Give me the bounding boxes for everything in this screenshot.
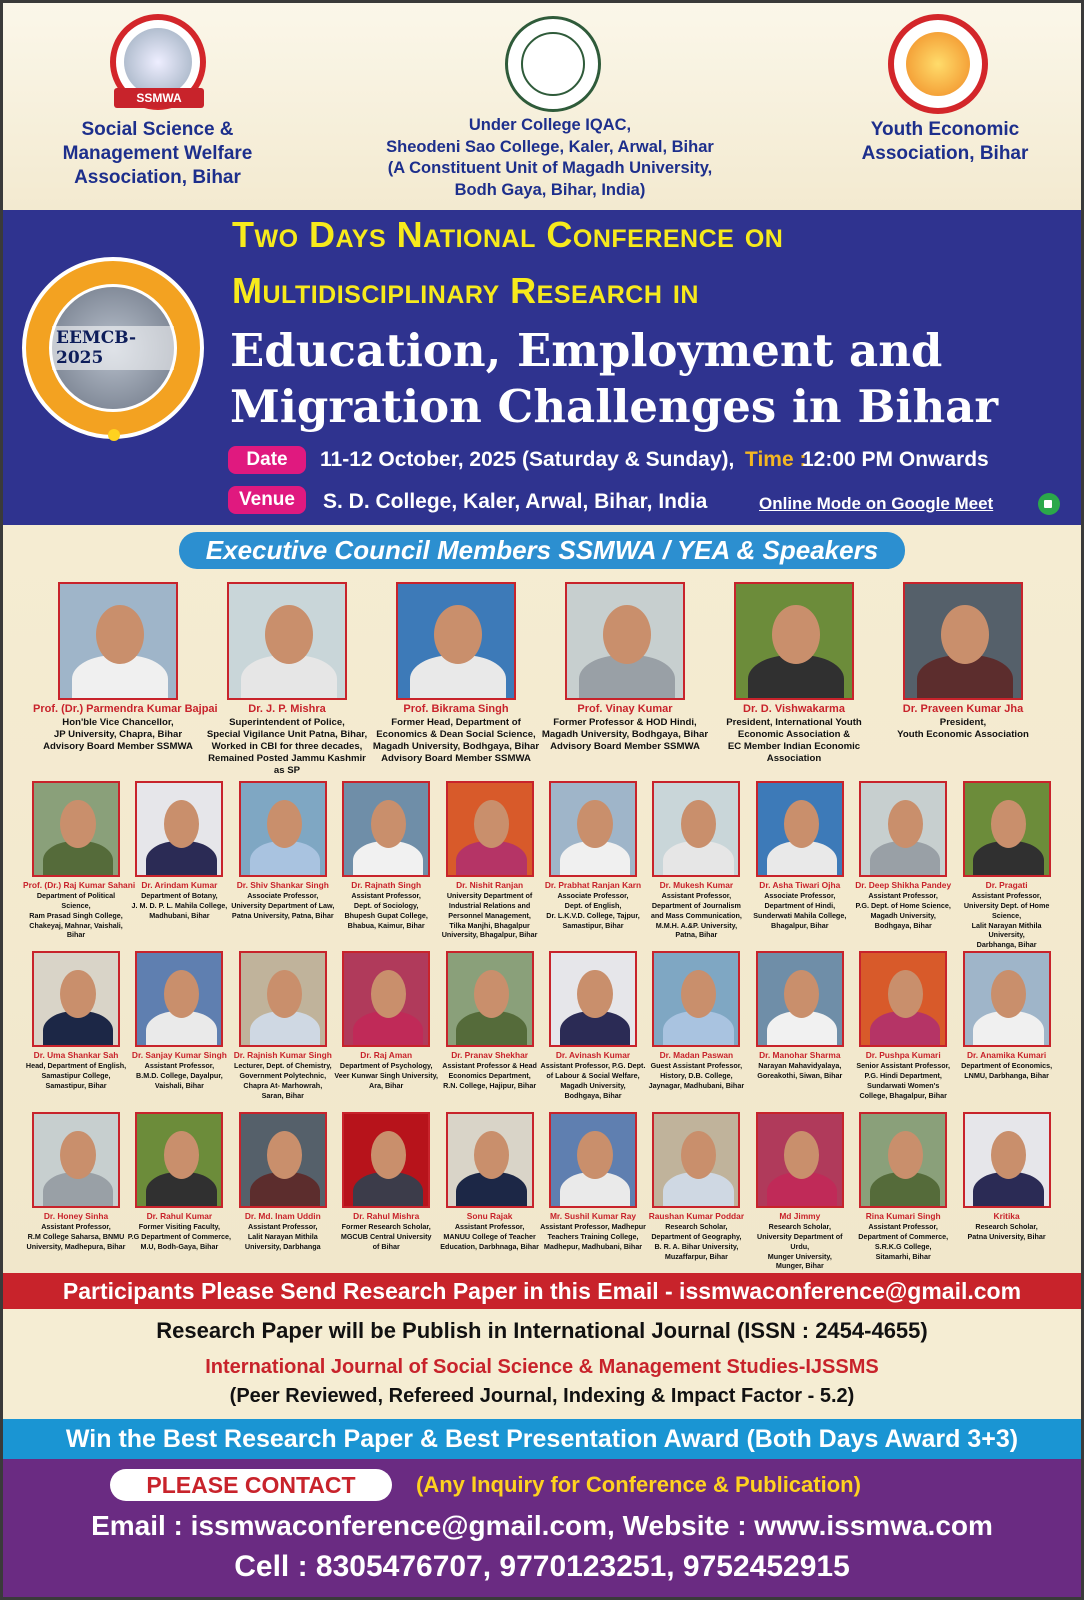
member-designation: Assistant Professor, Department of Commerce, S.R.K.G College, Sitamarhi, Bihar (858, 1222, 949, 1261)
member-name: Dr. Deep Shikha Pandey (855, 880, 952, 890)
member-designation: Former Visiting Faculty, P.G Department of Commerce, M.U, Bodh-Gaya, Bihar (127, 1222, 232, 1251)
member-designation: Senior Assistant Professor, P.G. Hindi Department, Sundarwati Women's College, Bhagalpur, Bihar (856, 1061, 950, 1100)
member-photo (756, 951, 844, 1047)
member-name: Prof. (Dr.) Parmendra Kumar Bajpai (33, 703, 218, 715)
member-name: Sonu Rajak (466, 1211, 513, 1221)
member-name: Dr. Shiv Shankar Singh (236, 880, 329, 890)
member-name: Dr. Rajnath Singh (351, 880, 422, 890)
member-designation: Department of Political Science, Ram Prasad Singh College, Chakeyaj, Mahnar, Vaishali, Bihar (29, 891, 123, 940)
member-photo (239, 1112, 327, 1208)
member-designation: Assistant Professor, P.G. Dept. of Labour & Social Welfare, Magadh University, Bodhgaya, Bihar (540, 1061, 646, 1100)
member-designation: President, International Youth Economic Association & EC Member Indian Economic Association (726, 717, 862, 765)
member-name: Dr. Pragati (985, 880, 1028, 890)
member-designation: Assistant Professor, Department of Journalism and Mass Communication, M.M.H. A.&P. University, Patna, Bihar (650, 891, 742, 940)
google-meet-icon (1038, 493, 1060, 515)
publication-line-1: Research Paper will be Publish in International Journal (ISSN : 2454-4655) (156, 1318, 928, 1343)
member-photo (342, 781, 430, 877)
member-designation: Assistant Professor, University Dept. of Home Science, Lalit Narayan Mithila University, Darbhanga, Bihar (963, 891, 1050, 949)
member-name: Dr. Rahul Mishra (353, 1211, 420, 1221)
member-photo (756, 1112, 844, 1208)
inquiry-text: (Any Inquiry for Conference & Publication) (416, 1472, 861, 1497)
member-name: Dr. Rahul Kumar (146, 1211, 213, 1221)
date-label: Date (228, 446, 306, 474)
member-designation: Assistant Professor, P.G. Dept. of Home Science, Magadh University, Bodhgaya, Bihar (855, 891, 951, 930)
member-photo (32, 1112, 120, 1208)
section-title: Executive Council Members SSMWA / YEA & Speakers (179, 532, 905, 569)
member-photo (342, 1112, 430, 1208)
member-designation: Assistant Professor, Dept. of Sociology, Bhupesh Gupat College, Bhabua, Kaimur, Bihar (344, 891, 428, 930)
member-designation: Assistant Professor, R.M College Saharsa, BNMU University, Madhepura, Bihar (26, 1222, 126, 1251)
award-banner: Win the Best Research Paper & Best Presentation Award (Both Days Award 3+3) (0, 1419, 1084, 1459)
member-photo (239, 951, 327, 1047)
member-name: Dr. Prabhat Ranjan Karn (544, 880, 642, 890)
member-photo (963, 951, 1051, 1047)
member-designation: University Department of Industrial Relations and Personnel Management, Tilka Manjhi, Bhagalpur University, Bhagalpur, Bihar (441, 891, 538, 940)
member-designation: Assistant Professor, MANUU College of Teacher Education, Darbhnaga, Bihar (440, 1222, 539, 1251)
member-designation: Department of Psychology, Veer Kunwar Singh University, Ara, Bihar (334, 1061, 439, 1090)
member-name: Rina Kumari Singh (865, 1211, 941, 1221)
member-name: Dr. Honey Sinha (43, 1211, 109, 1221)
left-org-name: Social Science & Management Welfare Association, Bihar (62, 119, 253, 188)
member-designation: Research Scholar, University Department of Urdu, Munger University, Munger, Bihar (757, 1222, 843, 1271)
member-photo (135, 1112, 223, 1208)
member-designation: Associate Professor, University Department of Law, Patna University, Patna, Bihar (231, 891, 335, 920)
cell-numbers[interactable]: Cell : 8305476707, 9770123251, 9752452915 (234, 1550, 850, 1583)
member-name: Dr. Arindam Kumar (141, 880, 218, 890)
member-name: Md Jimmy (779, 1211, 821, 1221)
member-name: Raushan Kumar Poddar (648, 1211, 745, 1221)
member-designation: Department of Botany, J. M. D. P. L. Mahila College, Madhubani, Bihar (131, 891, 228, 920)
title-line-1: Two Days National Conference on (232, 214, 784, 255)
member-name: Dr. Avinash Kumar (555, 1050, 631, 1060)
member-photo (549, 781, 637, 877)
member-name: Mr. Sushil Kumar Ray (549, 1211, 637, 1221)
title-line-4: Migration Challenges in Bihar (230, 380, 999, 433)
member-designation: Research Scholar, Department of Geography, B. R. A. Bihar University, Muzaffarpur, Bihar (651, 1222, 742, 1261)
member-name: Dr. Asha Tiwari Ojha (759, 880, 841, 890)
member-photo (652, 1112, 740, 1208)
venue-label: Venue (228, 486, 306, 514)
member-photo (446, 1112, 534, 1208)
member-name: Prof. (Dr.) Raj Kumar Sahani (23, 880, 136, 890)
member-name: Dr. Md. Inam Uddin (244, 1211, 321, 1221)
member-designation: Former Professor & HOD Hindi, Magadh University, Bodhgaya, Bihar Advisory Board Member SSMWA (541, 717, 709, 753)
member-designation: Former Research Scholar, MGCUB Central University of Bihar (340, 1222, 432, 1251)
member-name: Dr. Anamika Kumari (966, 1050, 1047, 1060)
member-name: Dr. Pushpa Kumari (865, 1050, 941, 1060)
contact-label: PLEASE CONTACT (110, 1469, 392, 1501)
conference-badge (22, 257, 204, 439)
member-designation: Assistant Professor, Lalit Narayan Mithila University, Darbhanga (244, 1222, 321, 1251)
member-designation: Assistant Professor & Head Economics Department, R.N. College, Hajipur, Bihar (442, 1061, 537, 1090)
member-photo (549, 1112, 637, 1208)
member-name: Dr. Pranav Shekhar (451, 1050, 528, 1060)
venue-value: S. D. College, Kaler, Arwal, Bihar, India (323, 490, 708, 513)
member-name: Dr. Sanjay Kumar Singh (131, 1050, 227, 1060)
member-designation: Former Head, Department of Economics & Dean Social Science, Magadh University, Bodhgaya, Bihar Advisory Board Member SSMWA (372, 717, 540, 765)
member-designation: Hon'ble Vice Chancellor, JP University, Chapra, Bihar Advisory Board Member SSMWA (43, 717, 193, 753)
member-name: Kritika (993, 1211, 1020, 1221)
member-designation: Assistant Professor, Madhepur Teachers Training College, Madhepur, Madhubani, Bihar (540, 1222, 646, 1251)
member-designation: Superintendent of Police, Special Vigilance Unit Patna, Bihar, Worked in CBI for three decades, Remained Posted Jammu Kashmir as SP (206, 717, 368, 777)
member-photo (342, 951, 430, 1047)
member-photo (903, 582, 1023, 700)
center-org-name: Under College IQAC, Sheodeni Sao College, Kaler, Arwal, Bihar (A Constituent Unit of Magadh University, Bodh Gaya, Bihar, India) (386, 116, 714, 199)
member-photo (32, 781, 120, 877)
member-designation: Lecturer, Dept. of Chemistry, Government Polytechnic, Chapra At- Marhowrah, Saran, Bihar (233, 1061, 332, 1100)
online-mode-link[interactable]: Online Mode on Google Meet (759, 494, 994, 513)
college-logo (505, 16, 601, 112)
member-photo (652, 781, 740, 877)
member-designation: Assistant Professor, B.M.D. College, Dayalpur, Vaishali, Bihar (136, 1061, 223, 1090)
member-photo (963, 781, 1051, 877)
member-photo (239, 781, 327, 877)
member-photo (58, 582, 178, 700)
member-photo (734, 582, 854, 700)
member-designation: Research Scholar, Patna University, Bihar (967, 1222, 1046, 1242)
member-photo (756, 781, 844, 877)
member-designation: President, Youth Economic Association (897, 717, 1029, 741)
ssmwa-logo-label: SSMWA (114, 88, 204, 108)
member-name: Dr. Nishit Ranjan (456, 880, 524, 890)
email-website[interactable]: Email : issmwaconference@gmail.com, Website : www.issmwa.com (91, 1510, 993, 1541)
member-photo (859, 1112, 947, 1208)
title-line-3: Education, Employment and (230, 324, 943, 377)
member-designation: Associate Professor, Dept. of English, Dr. L.K.V.D. College, Tajpur, Samastipur, Bihar (546, 891, 640, 930)
member-name: Dr. Praveen Kumar Jha (902, 703, 1024, 715)
member-name: Prof. Vinay Kumar (577, 703, 673, 715)
member-name: Dr. Uma Shankar Sah (33, 1050, 119, 1060)
member-name: Dr. Madan Paswan (659, 1050, 734, 1060)
time-label: Time : (745, 448, 807, 471)
title-line-2: Multidisciplinary Research in (232, 270, 699, 311)
member-name: Dr. J. P. Mishra (248, 703, 326, 715)
date-value: 11-12 October, 2025 (Saturday & Sunday), (320, 448, 735, 471)
member-designation: Head, Department of English, Samastipur College, Samastipur, Bihar (25, 1061, 127, 1090)
member-name: Dr. Raj Aman (360, 1050, 413, 1060)
member-photo (859, 781, 947, 877)
member-photo (446, 951, 534, 1047)
member-designation: Department of Economics, LNMU, Darbhanga, Bihar (961, 1061, 1053, 1081)
badge-code: EEMCB-2025 (52, 326, 174, 370)
member-name: Prof. Bikrama Singh (403, 703, 509, 715)
member-designation: Associate Professor, Department of Hindi, Sunderwati Mahila College, Bhagalpur, Bihar (753, 891, 847, 930)
member-name: Dr. Manohar Sharma (759, 1050, 841, 1060)
member-name: Dr. Rajnish Kumar Singh (233, 1050, 332, 1060)
member-name: Dr. D. Vishwakarma (743, 703, 845, 715)
email-banner: Participants Please Send Research Paper in this Email - issmwaconference@gmail.com (0, 1273, 1084, 1309)
journal-name: International Journal of Social Science & Management Studies-IJSSMS (205, 1356, 879, 1378)
journal-details: (Peer Reviewed, Refereed Journal, Indexing & Impact Factor - 5.2) (229, 1385, 855, 1407)
member-photo (549, 951, 637, 1047)
time-value: 12:00 PM Onwards (802, 448, 989, 471)
member-photo (963, 1112, 1051, 1208)
member-photo (652, 951, 740, 1047)
member-photo (227, 582, 347, 700)
member-photo (859, 951, 947, 1047)
member-photo (135, 781, 223, 877)
yea-logo (888, 14, 988, 114)
member-photo (446, 781, 534, 877)
member-photo (135, 951, 223, 1047)
member-photo (565, 582, 685, 700)
right-org-name: Youth Economic Association, Bihar (861, 119, 1029, 164)
member-designation: Narayan Mahavidyalaya, Goreakothi, Siwan, Bihar (757, 1061, 843, 1081)
member-designation: Guest Assistant Professor, History, D.B. College, Jaynagar, Madhubani, Bihar (648, 1061, 745, 1090)
member-photo (396, 582, 516, 700)
member-name: Dr. Mukesh Kumar (659, 880, 734, 890)
member-photo (32, 951, 120, 1047)
